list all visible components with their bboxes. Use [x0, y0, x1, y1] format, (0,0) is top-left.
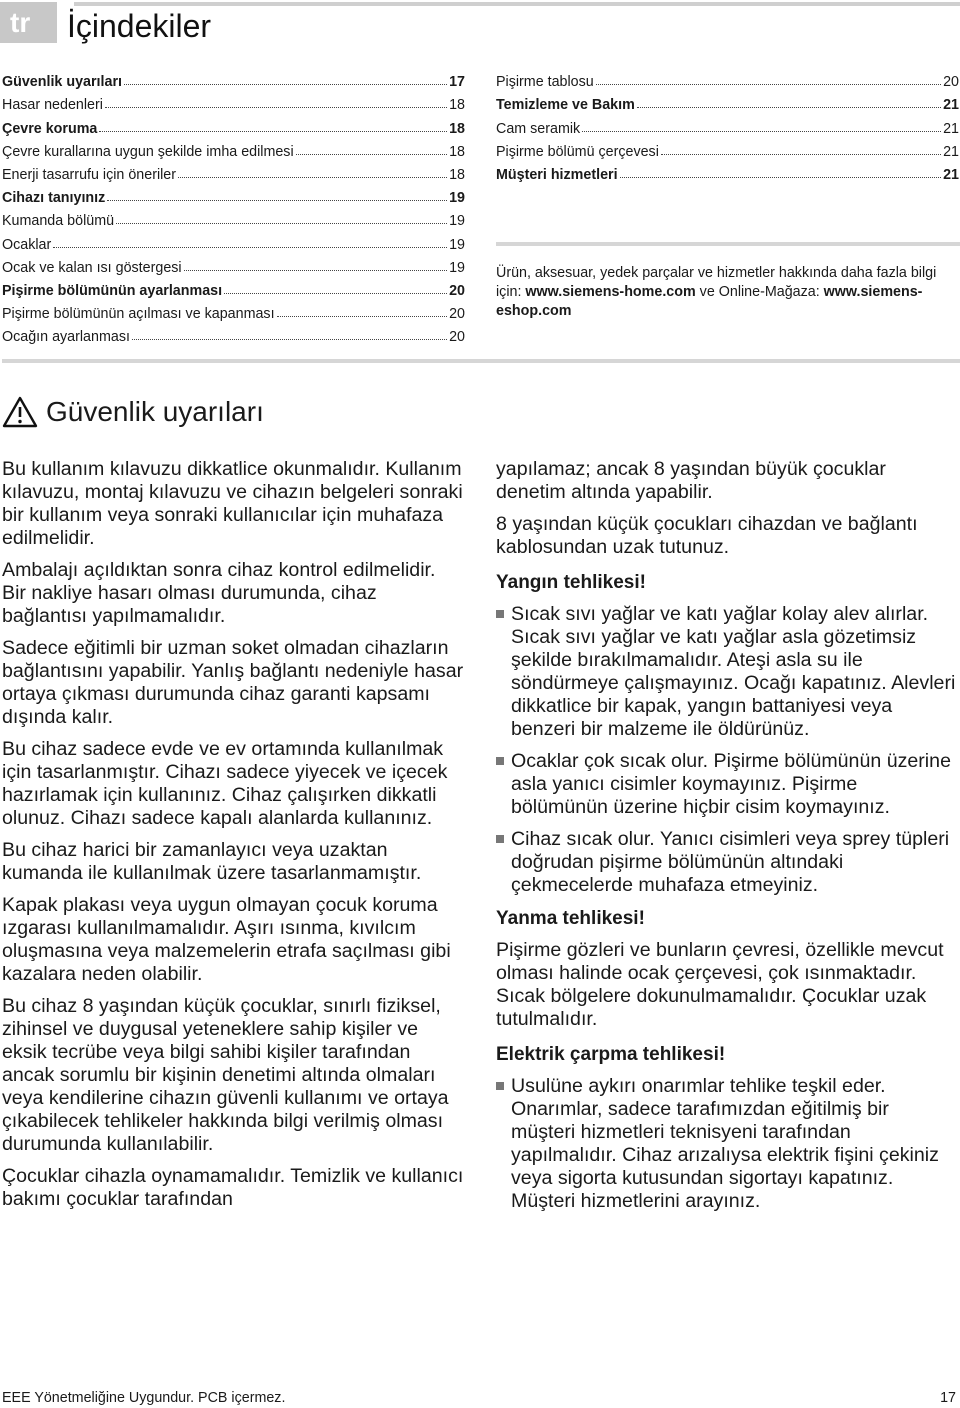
toc-entry-page: 20	[943, 74, 959, 91]
toc-entry[interactable]	[2, 160, 465, 183]
toc-entry-page: 18	[449, 143, 465, 160]
toc-leader-dots	[661, 154, 941, 155]
paragraph: Kapak plakası veya uygun olmayan çocuk koruma ızgarası kullanılmamalıdır. Aşırı ısınma, kıvılcım oluşmasına veya malzemelerin etrafa saçılması gibi kazalara neden olabilir.	[2, 894, 451, 985]
list-item	[496, 828, 958, 897]
toc-entry-title: Ocağın ayarlanması	[2, 329, 130, 346]
fire-hazard-heading: Yangın tehlikesi!	[496, 572, 646, 593]
toc-entry-page: 19	[449, 236, 465, 253]
square-bullet-icon	[496, 610, 504, 618]
toc-leader-dots	[116, 223, 447, 224]
toc-leader-dots	[178, 177, 447, 178]
toc-entry[interactable]	[2, 229, 465, 252]
paragraph: Bu cihaz harici bir zamanlayıcı veya uzaktan kumanda ile kullanılmak üzere tasarlanmamıştır.	[2, 839, 422, 884]
toc-entry-title: Güvenlik uyarıları	[2, 74, 122, 91]
toc-entry-page: 18	[449, 166, 465, 183]
toc-entry-page: 17	[449, 74, 465, 91]
toc-right	[496, 67, 959, 183]
paragraph: Ambalajı açıldıktan sonra cihaz kontrol edilmelidir. Bir nakliye hasarı olması durumunda, cihaz bağlantısı yapılmamalıdır.	[2, 559, 436, 627]
toc-entry[interactable]	[496, 67, 959, 90]
toc-entry-title: Hasar nedenleri	[2, 97, 103, 114]
toc-entry[interactable]	[2, 322, 465, 345]
toc-entry[interactable]	[2, 276, 465, 299]
siemens-home-link[interactable]: www.siemens-home.com	[525, 284, 696, 300]
toc-entry-title: Ocak ve kalan ısı göstergesi	[2, 259, 182, 276]
paragraph: Sadece eğitimli bir uzman soket olmadan cihazların bağlantısını yapabilir. Yanlış bağlantı nedeniyle hasar ortaya çıkması durumunda cihaz garanti kapsamı dışında kalır.	[2, 637, 464, 728]
toc-entry-page: 21	[943, 166, 959, 183]
electric-hazard-list	[496, 1075, 958, 1213]
toc-entry-title: Kumanda bölümü	[2, 213, 115, 230]
toc-leader-dots	[582, 131, 941, 132]
fire-hazard-list	[496, 603, 958, 897]
section-title: Güvenlik uyarıları	[46, 396, 264, 427]
list-item	[496, 1075, 958, 1213]
toc-entry[interactable]	[496, 90, 959, 113]
paragraph: Bu cihaz 8 yaşından küçük çocuklar, sınırlı fiziksel, zihinsel ve duygusal yeteneklere sahip kişiler ve eksik tecrübe veya bilgi sahibi kişiler tarafından ancak sorumlu bir kişinin denetimi altında olmaları veya kendilerine cihazın güvenli kullanımı ve ortaya çıkabilecek tehlikeler hakkında bilgi verilmiş olması durumunda kullanılabilir.	[2, 995, 449, 1155]
toc-entry-title: Pişirme bölümü çerçevesi	[496, 143, 659, 160]
body-left-column	[2, 458, 464, 1220]
toc-entry-title: Çevre kurallarına uygun şekilde imha edilmesi	[2, 143, 294, 160]
toc-entry-title: Cam seramik	[496, 120, 581, 137]
siemens-eshop-link[interactable]: www.siemens-eshop.com	[496, 284, 923, 319]
toc-entry[interactable]	[2, 253, 465, 276]
toc-entry-page: 18	[449, 120, 465, 137]
toc-entry-page: 21	[943, 97, 959, 114]
section-heading	[2, 392, 264, 432]
toc-entry[interactable]	[2, 113, 465, 136]
toc-entry[interactable]	[2, 137, 465, 160]
toc-entry-page: 20	[449, 282, 465, 299]
toc-entry-title: Pişirme bölümünün açılması ve kapanması	[2, 306, 275, 323]
toc-entry-page: 20	[449, 329, 465, 346]
page-title: İçindekiler	[67, 8, 212, 44]
toc-entry[interactable]	[2, 183, 465, 206]
list-item-text: Sıcak sıvı yağlar ve katı yağlar kolay alev alırlar. Sıcak sıvı yağlar ve katı yağlar asla gözetimsiz şekilde bırakılmamalıdır. Ateşi asla su ile söndürmeye çalışmayınız. Ocağı kapatınız. Alevleri dikkatlice bir kapak, yangın battaniyesi veya benzeri bir malzeme ile öldürünüz.	[511, 603, 956, 740]
toc-entry-title: Pişirme bölümünün ayarlanması	[2, 282, 223, 299]
toc-entry[interactable]	[496, 160, 959, 183]
page-number: 17	[940, 1390, 956, 1406]
toc-entry-page: 18	[449, 97, 465, 114]
paragraph: yapılamaz; ancak 8 yaşından büyük çocuklar denetim altında yapabilir.	[496, 458, 886, 503]
toc-leader-dots	[132, 339, 447, 340]
toc-entry-page: 21	[943, 143, 959, 160]
toc-leader-dots	[99, 131, 447, 132]
toc-entry-page: 19	[449, 213, 465, 230]
toc-leader-dots	[107, 200, 447, 201]
toc-entry-title: Cihazı tanıyınız	[2, 190, 106, 207]
more-info-text: Ürün, aksesuar, yedek parçalar ve hizmetler hakkında daha fazla bilgi için:	[496, 265, 937, 300]
toc-leader-dots	[637, 107, 941, 108]
square-bullet-icon	[496, 757, 504, 765]
toc-entry-page: 20	[449, 306, 465, 323]
paragraph: Çocuklar cihazla oynamamalıdır. Temizlik ve kullanıcı bakımı çocuklar tarafından	[2, 1165, 464, 1210]
toc-entry-page: 21	[943, 120, 959, 137]
list-item	[496, 603, 958, 741]
toc-leader-dots	[224, 293, 447, 294]
toc-entry-title: Çevre koruma	[2, 120, 98, 137]
toc-entry-page: 19	[449, 259, 465, 276]
footer-note: EEE Yönetmeliğine Uygundur. PCB içermez.	[2, 1390, 286, 1406]
paragraph: Pişirme gözleri ve bunların çevresi, özellikle mevcut olması halinde ocak çerçevesi, çok ısınmaktadır. Sıcak bölgelere dokunulmamalıdır. Çocuklar uzak tutulmalıdır.	[496, 939, 944, 1030]
toc-leader-dots	[620, 177, 942, 178]
toc-leader-dots	[277, 316, 448, 317]
toc-leader-dots	[53, 247, 447, 248]
toc-right-divider	[496, 242, 960, 246]
toc-entry[interactable]	[496, 137, 959, 160]
language-tag: tr	[0, 2, 57, 43]
toc-entry[interactable]	[2, 299, 465, 322]
toc-leader-dots	[124, 84, 447, 85]
section-divider	[2, 359, 960, 363]
toc-leader-dots	[596, 84, 941, 85]
toc-entry-title: Temizleme ve Bakım	[496, 97, 635, 114]
square-bullet-icon	[496, 1082, 504, 1090]
list-item-text: Ocaklar çok sıcak olur. Pişirme bölümünün üzerine asla yanıcı cisimler koymayınız. Pişirme bölümünün üzerine hiçbir cisim koymayınız.	[511, 750, 951, 818]
more-info-note	[496, 264, 956, 321]
toc-entry[interactable]	[2, 90, 465, 113]
paragraph: Bu kullanım kılavuzu dikkatlice okunmalıdır. Kullanım kılavuzu, montaj kılavuzu ve cihazın belgeleri sonraki bir kullanım veya sonraki kullanıcılar için muhafaza edilmelidir.	[2, 458, 463, 549]
paragraph: 8 yaşından küçük çocukları cihazdan ve bağlantı kablosundan uzak tutunuz.	[496, 513, 918, 558]
toc-leader-dots	[184, 270, 448, 271]
electric-hazard-heading: Elektrik çarpma tehlikesi!	[496, 1044, 726, 1065]
toc-entry-title: Müşteri hizmetleri	[496, 166, 618, 183]
toc-entry-title: Pişirme tablosu	[496, 74, 594, 91]
toc-entry[interactable]	[496, 113, 959, 136]
toc-entry[interactable]	[2, 206, 465, 229]
toc-leader-dots	[105, 107, 447, 108]
body-right-column	[496, 458, 958, 1222]
paragraph: Bu cihaz sadece evde ve ev ortamında kullanılmak için tasarlanmıştır. Cihazı sadece yiyecek ve içecek hazırlamak için kullanınız. Cihaz çalışırken dikkatli olunuz. Cihazı sadece kapalı alanlarda kullanınız.	[2, 738, 448, 829]
burn-hazard-heading: Yanma tehlikesi!	[496, 908, 645, 929]
toc-entry-title: Enerji tasarrufu için öneriler	[2, 166, 177, 183]
toc-leader-dots	[296, 154, 447, 155]
list-item	[496, 750, 958, 819]
list-item-text: Usulüne aykırı onarımlar tehlike teşkil eder. Onarımlar, sadece tarafımızdan eğitilmiş bir müşteri hizmetleri teknisyeni tarafından yapılmalıdır. Cihaz arızalıysa elektrik fişini çekiniz veya sigorta kutusundan sigortayı kapatınız. Müşteri hizmetlerini arayınız.	[511, 1075, 939, 1212]
toc-left	[2, 67, 465, 345]
toc-entry-title: Ocaklar	[2, 236, 52, 253]
toc-entry-page: 19	[449, 190, 465, 207]
list-item-text: Cihaz sıcak olur. Yanıcı cisimleri veya sprey tüpleri doğrudan pişirme bölümünün altındaki çekmecelerde muhafaza etmeyiniz.	[511, 828, 950, 896]
more-info-text-2: ve Online-Mağaza:	[695, 284, 824, 300]
square-bullet-icon	[496, 835, 504, 843]
warning-triangle-icon	[2, 396, 38, 428]
toc-entry[interactable]	[2, 67, 465, 90]
